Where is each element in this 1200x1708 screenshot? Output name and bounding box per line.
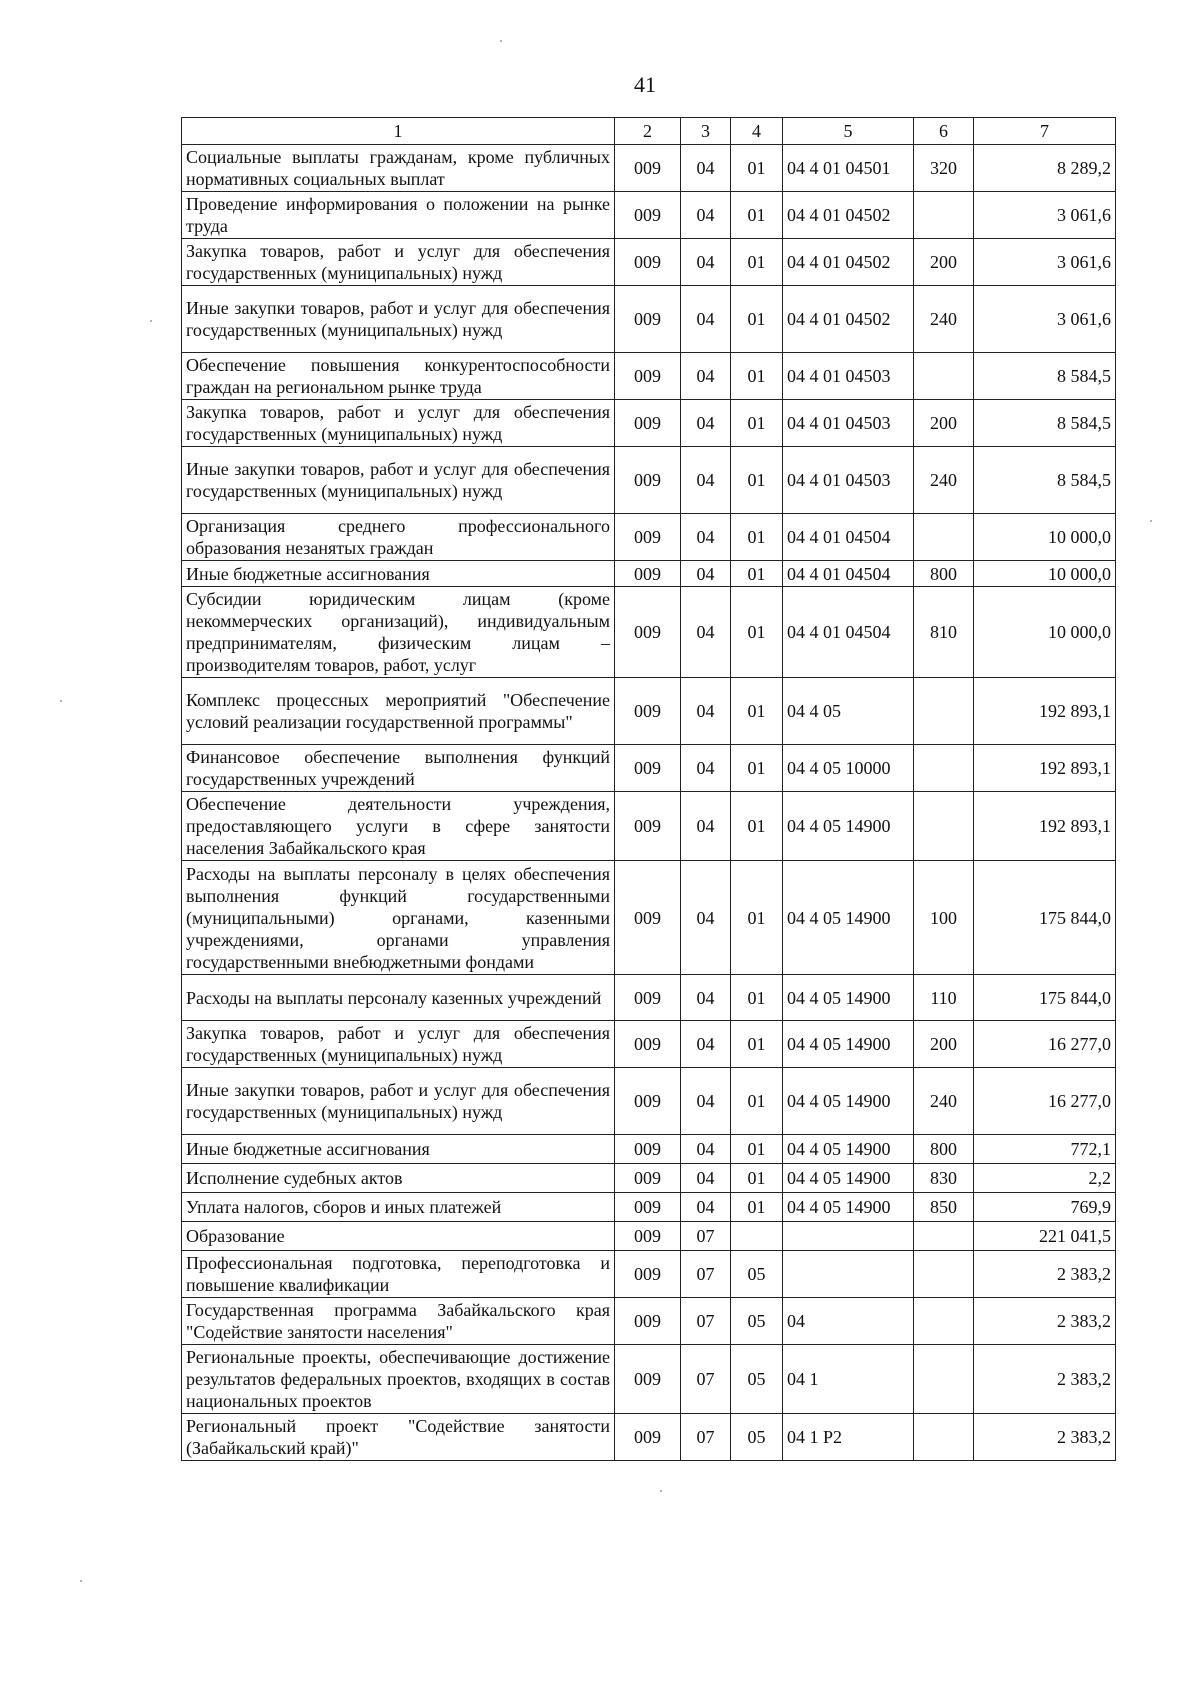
cell-vr: 320 [914,145,974,192]
cell-gr: 009 [615,514,681,561]
cell-rz: 04 [681,861,731,975]
cell-vr: 240 [914,1068,974,1135]
cell-gr: 009 [615,400,681,447]
cell-rz: 07 [681,1414,731,1461]
cell-gr: 009 [615,678,681,745]
cell-csr: 04 4 01 04502 [783,192,914,239]
cell-name: Иные закупки товаров, работ и услуг для обеспечения государственных (муниципальных) нужд [182,286,615,353]
cell-name: Закупка товаров, работ и услуг для обеспечения государственных (муниципальных) нужд [182,239,615,286]
cell-pr: 01 [731,400,783,447]
table-row [182,1164,1116,1193]
cell-pr: 05 [731,1345,783,1414]
scan-speck [150,320,152,322]
cell-gr: 009 [615,145,681,192]
cell-vr [914,514,974,561]
cell-rz: 04 [681,145,731,192]
cell-gr: 009 [615,1068,681,1135]
cell-rz: 04 [681,192,731,239]
cell-csr: 04 4 01 04503 [783,400,914,447]
cell-pr: 05 [731,1251,783,1298]
cell-name: Иные закупки товаров, работ и услуг для обеспечения государственных (муниципальных) нужд [182,1068,615,1135]
cell-vr [914,678,974,745]
cell-gr: 009 [615,561,681,587]
table-row [182,678,1116,745]
cell-rz: 04 [681,1135,731,1164]
scan-speck [1150,520,1152,522]
cell-sum: 10 000,0 [974,561,1116,587]
cell-name: Социальные выплаты гражданам, кроме публичных нормативных социальных выплат [182,145,615,192]
cell-vr: 200 [914,239,974,286]
table-body [182,145,1116,1461]
cell-csr: 04 4 01 04503 [783,447,914,514]
cell-sum: 772,1 [974,1135,1116,1164]
table-row [182,561,1116,587]
cell-gr: 009 [615,861,681,975]
cell-pr: 01 [731,745,783,792]
table-row [182,1222,1116,1251]
cell-gr: 009 [615,1345,681,1414]
cell-rz: 04 [681,975,731,1021]
cell-gr: 009 [615,1164,681,1193]
cell-name: Закупка товаров, работ и услуг для обеспечения государственных (муниципальных) нужд [182,400,615,447]
cell-sum: 3 061,6 [974,192,1116,239]
table-row [182,792,1116,861]
table-row [182,1345,1116,1414]
cell-csr: 04 4 05 [783,678,914,745]
cell-csr: 04 4 05 14900 [783,1135,914,1164]
cell-name: Комплекс процессных мероприятий "Обеспечение условий реализации государственной программы" [182,678,615,745]
cell-pr: 01 [731,975,783,1021]
cell-gr: 009 [615,792,681,861]
cell-gr: 009 [615,587,681,678]
cell-pr: 01 [731,1135,783,1164]
cell-name: Профессиональная подготовка, переподготовка и повышение квалификации [182,1251,615,1298]
cell-csr: 04 [783,1298,914,1345]
cell-pr: 01 [731,145,783,192]
cell-csr: 04 4 01 04504 [783,587,914,678]
cell-vr: 200 [914,1021,974,1068]
cell-csr: 04 4 01 04504 [783,561,914,587]
cell-pr [731,1222,783,1251]
cell-vr: 830 [914,1164,974,1193]
cell-sum: 16 277,0 [974,1068,1116,1135]
cell-pr: 01 [731,353,783,400]
cell-pr: 01 [731,447,783,514]
cell-csr: 04 4 05 14900 [783,1193,914,1222]
cell-gr: 009 [615,1298,681,1345]
cell-sum: 8 584,5 [974,447,1116,514]
cell-sum: 769,9 [974,1193,1116,1222]
cell-vr: 800 [914,1135,974,1164]
cell-vr [914,792,974,861]
cell-pr: 01 [731,192,783,239]
table-row [182,587,1116,678]
table-row [182,1021,1116,1068]
cell-sum: 3 061,6 [974,239,1116,286]
cell-csr: 04 1 [783,1345,914,1414]
cell-vr [914,353,974,400]
cell-csr: 04 4 05 10000 [783,745,914,792]
header-col-7: 7 [974,118,1116,145]
cell-rz: 04 [681,792,731,861]
cell-csr: 04 4 01 04504 [783,514,914,561]
cell-name: Субсидии юридическим лицам (кроме некоммерческих организаций), индивидуальным предпринимателям, физическим лицам – производителям товаров, работ, услуг [182,587,615,678]
cell-gr: 009 [615,975,681,1021]
cell-vr: 850 [914,1193,974,1222]
scan-speck [660,1490,662,1492]
table-header [182,118,1116,145]
cell-name: Финансовое обеспечение выполнения функций государственных учреждений [182,745,615,792]
header-col-3: 3 [681,118,731,145]
table-row [182,861,1116,975]
cell-csr: 04 4 01 04501 [783,145,914,192]
cell-rz: 04 [681,1164,731,1193]
cell-rz: 04 [681,745,731,792]
table-row [182,1068,1116,1135]
table-row [182,1251,1116,1298]
cell-sum: 2 383,2 [974,1414,1116,1461]
cell-rz: 04 [681,561,731,587]
cell-vr [914,1414,974,1461]
cell-name: Расходы на выплаты персоналу в целях обеспечения выполнения функций государственными (муниципальными) органами, казенными учреждениями, органами управления государственными внебюджетными фондами [182,861,615,975]
cell-rz: 04 [681,400,731,447]
cell-sum: 3 061,6 [974,286,1116,353]
cell-sum: 192 893,1 [974,745,1116,792]
table-row [182,286,1116,353]
header-col-6: 6 [914,118,974,145]
table-row [182,192,1116,239]
cell-vr: 110 [914,975,974,1021]
table-row [182,353,1116,400]
cell-rz: 04 [681,286,731,353]
cell-gr: 009 [615,353,681,400]
cell-pr: 01 [731,1068,783,1135]
cell-pr: 01 [731,239,783,286]
cell-vr [914,1251,974,1298]
cell-vr: 100 [914,861,974,975]
cell-sum: 2,2 [974,1164,1116,1193]
cell-vr [914,192,974,239]
cell-sum: 2 383,2 [974,1251,1116,1298]
cell-name: Государственная программа Забайкальского края "Содействие занятости населения" [182,1298,615,1345]
table-row [182,400,1116,447]
cell-gr: 009 [615,1193,681,1222]
header-col-4: 4 [731,118,783,145]
cell-sum: 8 584,5 [974,353,1116,400]
table-row [182,1135,1116,1164]
cell-name: Уплата налогов, сборов и иных платежей [182,1193,615,1222]
table-row [182,1193,1116,1222]
table-row [182,447,1116,514]
cell-pr: 05 [731,1414,783,1461]
table-row [182,1298,1116,1345]
cell-pr: 01 [731,561,783,587]
cell-vr: 200 [914,400,974,447]
cell-csr: 04 4 05 14900 [783,1068,914,1135]
cell-name: Образование [182,1222,615,1251]
cell-name: Проведение информирования о положении на рынке труда [182,192,615,239]
budget-table [181,117,1116,1461]
cell-sum: 192 893,1 [974,678,1116,745]
cell-csr: 04 4 05 14900 [783,975,914,1021]
cell-sum: 10 000,0 [974,587,1116,678]
cell-rz: 04 [681,1193,731,1222]
cell-name: Организация среднего профессионального образования незанятых граждан [182,514,615,561]
cell-pr: 01 [731,1164,783,1193]
cell-csr: 04 1 P2 [783,1414,914,1461]
cell-vr [914,1222,974,1251]
cell-sum: 16 277,0 [974,1021,1116,1068]
cell-sum: 192 893,1 [974,792,1116,861]
cell-pr: 01 [731,792,783,861]
cell-rz: 04 [681,587,731,678]
cell-vr [914,1345,974,1414]
header-col-5: 5 [783,118,914,145]
header-col-1: 1 [182,118,615,145]
cell-gr: 009 [615,1251,681,1298]
cell-sum: 8 289,2 [974,145,1116,192]
header-row [182,118,1116,145]
cell-rz: 04 [681,1021,731,1068]
cell-name: Региональные проекты, обеспечивающие достижение результатов федеральных проектов, входящих в состав национальных проектов [182,1345,615,1414]
cell-csr [783,1251,914,1298]
cell-name: Иные закупки товаров, работ и услуг для обеспечения государственных (муниципальных) нужд [182,447,615,514]
scan-speck [80,1580,82,1582]
cell-pr: 01 [731,514,783,561]
cell-vr [914,1298,974,1345]
cell-rz: 07 [681,1251,731,1298]
cell-pr: 01 [731,587,783,678]
cell-pr: 01 [731,1193,783,1222]
cell-vr: 810 [914,587,974,678]
cell-csr: 04 4 05 14900 [783,1164,914,1193]
cell-rz: 04 [681,678,731,745]
cell-csr: 04 4 05 14900 [783,861,914,975]
cell-rz: 04 [681,514,731,561]
cell-vr: 800 [914,561,974,587]
cell-vr [914,745,974,792]
table-row [182,745,1116,792]
cell-pr: 01 [731,678,783,745]
cell-sum: 10 000,0 [974,514,1116,561]
table-row [182,975,1116,1021]
cell-gr: 009 [615,239,681,286]
cell-name: Региональный проект "Содействие занятости (Забайкальский край)" [182,1414,615,1461]
cell-rz: 07 [681,1298,731,1345]
table-row [182,145,1116,192]
scan-speck [60,700,62,702]
page-number: 41 [634,72,656,97]
header-col-2: 2 [615,118,681,145]
cell-rz: 07 [681,1345,731,1414]
cell-gr: 009 [615,1021,681,1068]
cell-sum: 8 584,5 [974,400,1116,447]
table-row [182,514,1116,561]
cell-sum: 175 844,0 [974,861,1116,975]
cell-gr: 009 [615,447,681,514]
cell-name: Обеспечение повышения конкурентоспособности граждан на региональном рынке труда [182,353,615,400]
cell-name: Иные бюджетные ассигнования [182,1135,615,1164]
cell-gr: 009 [615,192,681,239]
cell-pr: 05 [731,1298,783,1345]
cell-rz: 04 [681,447,731,514]
cell-rz: 04 [681,1068,731,1135]
cell-name: Иные бюджетные ассигнования [182,561,615,587]
cell-csr: 04 4 01 04502 [783,239,914,286]
scan-speck [500,40,502,42]
cell-sum: 221 041,5 [974,1222,1116,1251]
cell-sum: 2 383,2 [974,1298,1116,1345]
cell-pr: 01 [731,286,783,353]
cell-sum: 2 383,2 [974,1345,1116,1414]
cell-csr [783,1222,914,1251]
cell-vr: 240 [914,447,974,514]
cell-gr: 009 [615,745,681,792]
cell-rz: 04 [681,353,731,400]
table-row [182,1414,1116,1461]
cell-rz: 07 [681,1222,731,1251]
cell-name: Обеспечение деятельности учреждения, предоставляющего услуги в сфере занятости населения Забайкальского края [182,792,615,861]
cell-pr: 01 [731,1021,783,1068]
cell-gr: 009 [615,1414,681,1461]
cell-gr: 009 [615,1135,681,1164]
cell-name: Исполнение судебных актов [182,1164,615,1193]
cell-gr: 009 [615,1222,681,1251]
cell-sum: 175 844,0 [974,975,1116,1021]
cell-csr: 04 4 01 04502 [783,286,914,353]
cell-name: Расходы на выплаты персоналу казенных учреждений [182,975,615,1021]
cell-csr: 04 4 05 14900 [783,792,914,861]
cell-rz: 04 [681,239,731,286]
cell-vr: 240 [914,286,974,353]
cell-name: Закупка товаров, работ и услуг для обеспечения государственных (муниципальных) нужд [182,1021,615,1068]
cell-pr: 01 [731,861,783,975]
cell-csr: 04 4 05 14900 [783,1021,914,1068]
table-row [182,239,1116,286]
cell-gr: 009 [615,286,681,353]
cell-csr: 04 4 01 04503 [783,353,914,400]
